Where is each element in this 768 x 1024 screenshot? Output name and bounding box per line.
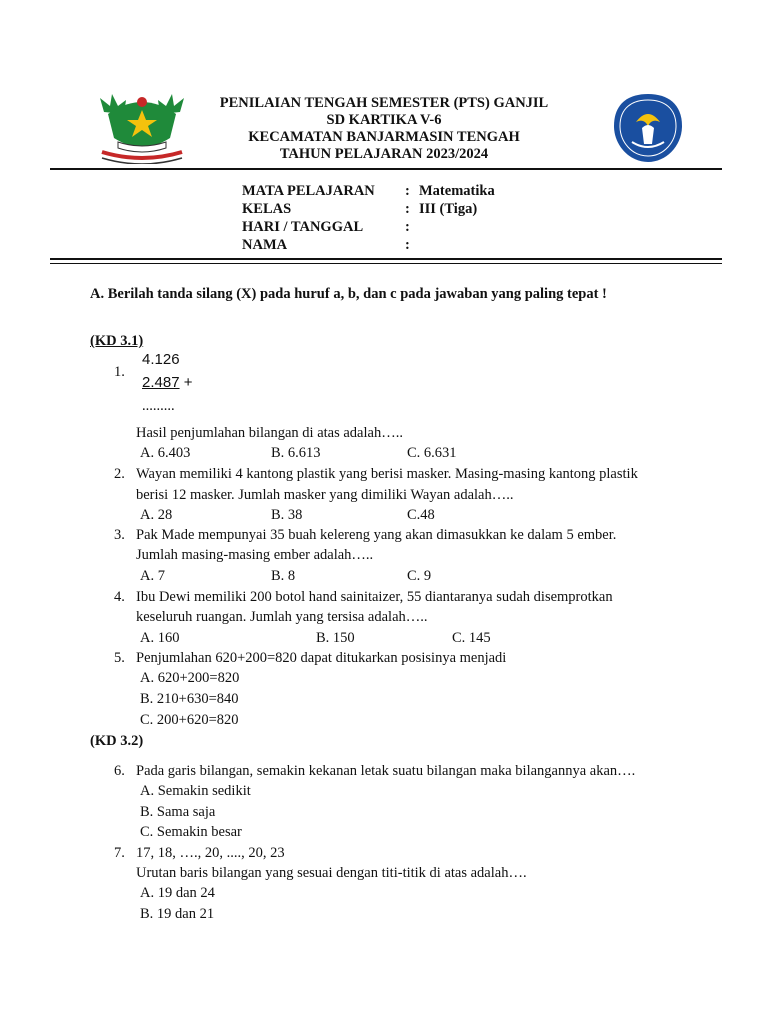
option-b[interactable]: B. 8 [271, 568, 296, 584]
option-b[interactable]: B. 38 [271, 507, 303, 523]
question-number: 7. [114, 845, 125, 861]
header-school: SD KARTIKA V-6 [326, 112, 442, 128]
option-b[interactable]: B. 19 dan 21 [140, 906, 215, 922]
question-text: Pada garis bilangan, semakin kekanan letak suatu bilangan maka bilangannya akan…. [136, 763, 636, 779]
option-a[interactable]: A. 6.403 [140, 445, 191, 461]
question-text: Pak Made mempunyai 35 buah kelereng yang akan dimasukkan ke dalam 5 ember. [136, 527, 617, 543]
meta-class-value: III (Tiga) [419, 201, 478, 217]
question-number: 6. [114, 763, 125, 779]
header-district: KECAMATAN BANJARMASIN TENGAH [248, 129, 520, 145]
meta-subject-label: MATA PELAJARAN [242, 183, 375, 199]
option-a[interactable]: A. 7 [140, 568, 165, 584]
question-number: 1. [114, 364, 125, 380]
question-text: Wayan memiliki 4 kantong plastik yang berisi masker. Masing-masing kantong plastik [136, 466, 638, 482]
question-number: 5. [114, 650, 125, 666]
meta-colon: : [405, 183, 410, 199]
section-kd-3-2: (KD 3.2) [90, 733, 144, 749]
meta-name-label: NAMA [242, 237, 288, 253]
option-a[interactable]: A. 620+200=820 [140, 670, 240, 686]
instruction: A. Berilah tanda silang (X) pada huruf a, b, dan c pada jawaban yang paling tepat ! [90, 286, 607, 302]
answer-dots: ......... [142, 398, 175, 414]
meta-divider-bottom [50, 263, 722, 264]
meta-class-label: KELAS [242, 201, 292, 217]
option-a[interactable]: A. 19 dan 24 [140, 885, 215, 901]
option-b[interactable]: B. 150 [316, 630, 355, 646]
option-c[interactable]: C. 6.631 [407, 445, 457, 461]
header-divider [50, 168, 722, 170]
option-b[interactable]: B. Sama saja [140, 804, 216, 820]
plus-sign: + [183, 374, 193, 391]
question-text: Urutan baris bilangan yang sesuai dengan titi-titik di atas adalah…. [136, 865, 527, 881]
option-b[interactable]: B. 210+630=840 [140, 691, 239, 707]
question-text: berisi 12 masker. Jumlah masker yang dimiliki Wayan adalah….. [136, 487, 514, 503]
number-sequence: 17, 18, …., 20, ...., 20, 23 [136, 845, 285, 861]
meta-subject-value: Matematika [419, 183, 495, 199]
option-b[interactable]: B. 6.613 [271, 445, 321, 461]
header-title: PENILAIAN TENGAH SEMESTER (PTS) GANJIL [219, 95, 549, 111]
question-number: 2. [114, 466, 125, 482]
header-year: TAHUN PELAJARAN 2023/2024 [279, 146, 489, 162]
meta-colon: : [405, 219, 410, 235]
option-c[interactable]: C.48 [407, 507, 435, 523]
question-number: 3. [114, 527, 125, 543]
meta-colon: : [405, 237, 410, 253]
meta-date-label: HARI / TANGGAL [242, 219, 364, 235]
question-text: Jumlah masing-masing ember adalah….. [136, 547, 374, 563]
section-kd-3-1: (KD 3.1) [90, 333, 144, 349]
option-c[interactable]: C. Semakin besar [140, 824, 242, 840]
option-a[interactable]: A. 160 [140, 630, 180, 646]
question-number: 4. [114, 589, 125, 605]
option-a[interactable]: A. 28 [140, 507, 173, 523]
meta-divider-top [50, 258, 722, 260]
question-text: Ibu Dewi memiliki 200 botol hand sainitaizer, 55 diantaranya sudah disemprotkan [136, 589, 613, 605]
addend-top: 4.126 [142, 351, 180, 368]
option-a[interactable]: A. Semakin sedikit [140, 783, 251, 799]
meta-colon: : [405, 201, 410, 217]
question-text: keseluruh ruangan. Jumlah yang tersisa adalah….. [136, 609, 428, 625]
addend-bottom: 2.487 [142, 374, 180, 391]
question-text: Hasil penjumlahan bilangan di atas adalah….. [136, 425, 403, 441]
option-c[interactable]: C. 145 [452, 630, 491, 646]
option-c[interactable]: C. 200+620=820 [140, 712, 239, 728]
option-c[interactable]: C. 9 [407, 568, 432, 584]
question-text: Penjumlahan 620+200=820 dapat ditukarkan posisinya menjadi [136, 650, 507, 666]
